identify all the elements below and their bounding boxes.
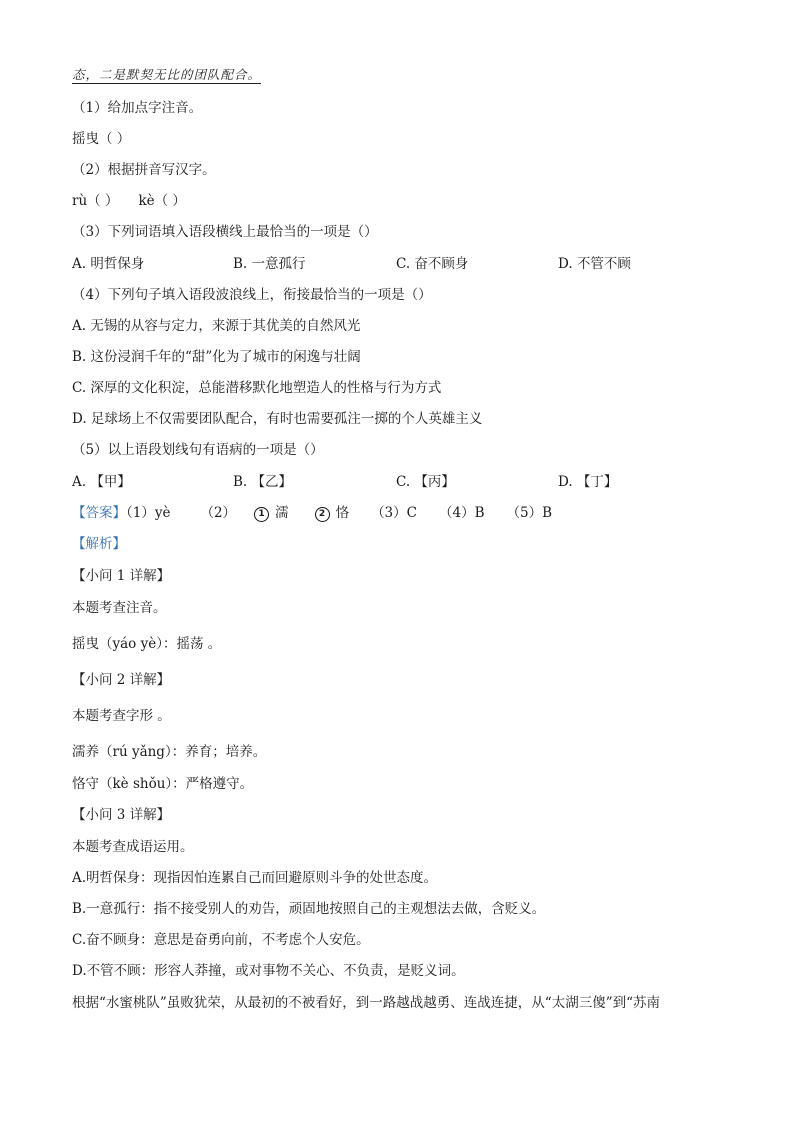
circled-number-1: 1 — [254, 507, 269, 522]
sub2-line-2: 濡养（rú yǎng）：养育；培养。 — [72, 744, 267, 760]
q4-option-a: A. 无锡的从容与定力，来源于其优美的自然风光 — [72, 318, 361, 334]
q3-option-b: B. 一意孤行 — [233, 256, 306, 272]
q3-option-a: A. 明哲保身 — [72, 256, 145, 272]
sub3-line-2: A.明哲保身：现指因怕连累自己而回避原则斗争的处世态度。 — [72, 870, 438, 886]
sub3-line-1: 本题考查成语运用。 — [72, 839, 194, 855]
handwritten-underlined-text: 态，二是默契无比的团队配合。 — [72, 67, 262, 82]
sub3-line-6: 根据“水蜜桃队”虽败犹荣，从最初的不被看好，到一路越战越勇、连战连捷，从“太湖三傻”到“苏南 — [72, 995, 661, 1011]
q4-option-b: B. 这份浸润千年的“甜”化为了城市的闲逸与壮阔 — [72, 349, 361, 365]
q4-option-c: C. 深厚的文化积淀，总能潜移默化地塑造人的性格与行为方式 — [72, 380, 442, 396]
answer-1: （1）yè — [126, 505, 171, 521]
q5-option-c: C. 【丙】 — [396, 474, 455, 490]
sub1-heading: 【小问 1 详解】 — [72, 568, 171, 584]
q5-option-d: D. 【丁】 — [558, 474, 618, 490]
sub3-line-5: D.不管不顾：形容人莽撞，或对事物不关心、不负责，是贬义词。 — [72, 963, 465, 979]
sub2-heading: 【小问 2 详解】 — [72, 672, 171, 688]
answer-4: （4）B — [438, 505, 485, 521]
circled-number-2: 2 — [315, 507, 330, 522]
q5-option-a: A. 【甲】 — [72, 474, 131, 490]
answer-3: （3）C — [371, 505, 417, 521]
answer-label: 【答案】 — [72, 505, 126, 521]
q5-option-b: B. 【乙】 — [233, 474, 293, 490]
q2-items — [72, 192, 186, 210]
sub3-line-3: B.一意孤行：指不接受别人的劝告，顽固地按照自己的主观想法去做，含贬义。 — [72, 901, 546, 917]
q5-prompt: （5）以上语段划线句有语病的一项是（） — [72, 442, 324, 458]
q3-option-c: C. 奋不顾身 — [396, 256, 469, 272]
q1-item: 摇曳（ ） — [72, 131, 131, 147]
analysis-label: 【解析】 — [72, 536, 126, 552]
sub3-heading: 【小问 3 详解】 — [72, 807, 171, 823]
answer-2-word-1: 濡 — [275, 505, 289, 521]
q3-prompt: （3）下列词语填入语段横线上最恰当的一项是（） — [72, 224, 378, 240]
sub2-line-3: 恪守（kè shǒu）：严格遵守。 — [72, 776, 254, 792]
q4-option-d: D. 足球场上不仅需要团队配合，有时也需要孤注一掷的个人英雄主义 — [72, 411, 483, 427]
answer-2: （2） — [200, 505, 237, 521]
answer-5: （5）B — [506, 505, 553, 521]
header-line — [72, 66, 261, 84]
sub3-line-4: C.奋不顾身：意思是奋勇向前，不考虑个人安危。 — [72, 932, 370, 948]
q3-option-d: D. 不管不顾 — [558, 256, 631, 272]
answer-2-word-2: 恪 — [335, 505, 350, 521]
q4-prompt: （4）下列句子填入语段波浪线上，衔接最恰当的一项是（） — [72, 287, 432, 303]
sub2-line-1: 本题考查字形 。 — [72, 708, 171, 724]
q2-item-ru: rù（ ） — [72, 193, 119, 209]
answer-line — [72, 504, 552, 522]
q2-item-ke: kè（ ） — [138, 193, 186, 209]
q1-prompt: （1）给加点字注音。 — [72, 100, 203, 116]
sub1-line-2: 摇曳（yáo yè）：摇荡 。 — [72, 636, 222, 652]
q2-prompt: （2）根据拼音写汉字。 — [72, 162, 216, 178]
sub1-line-1: 本题考查注音。 — [72, 600, 167, 616]
